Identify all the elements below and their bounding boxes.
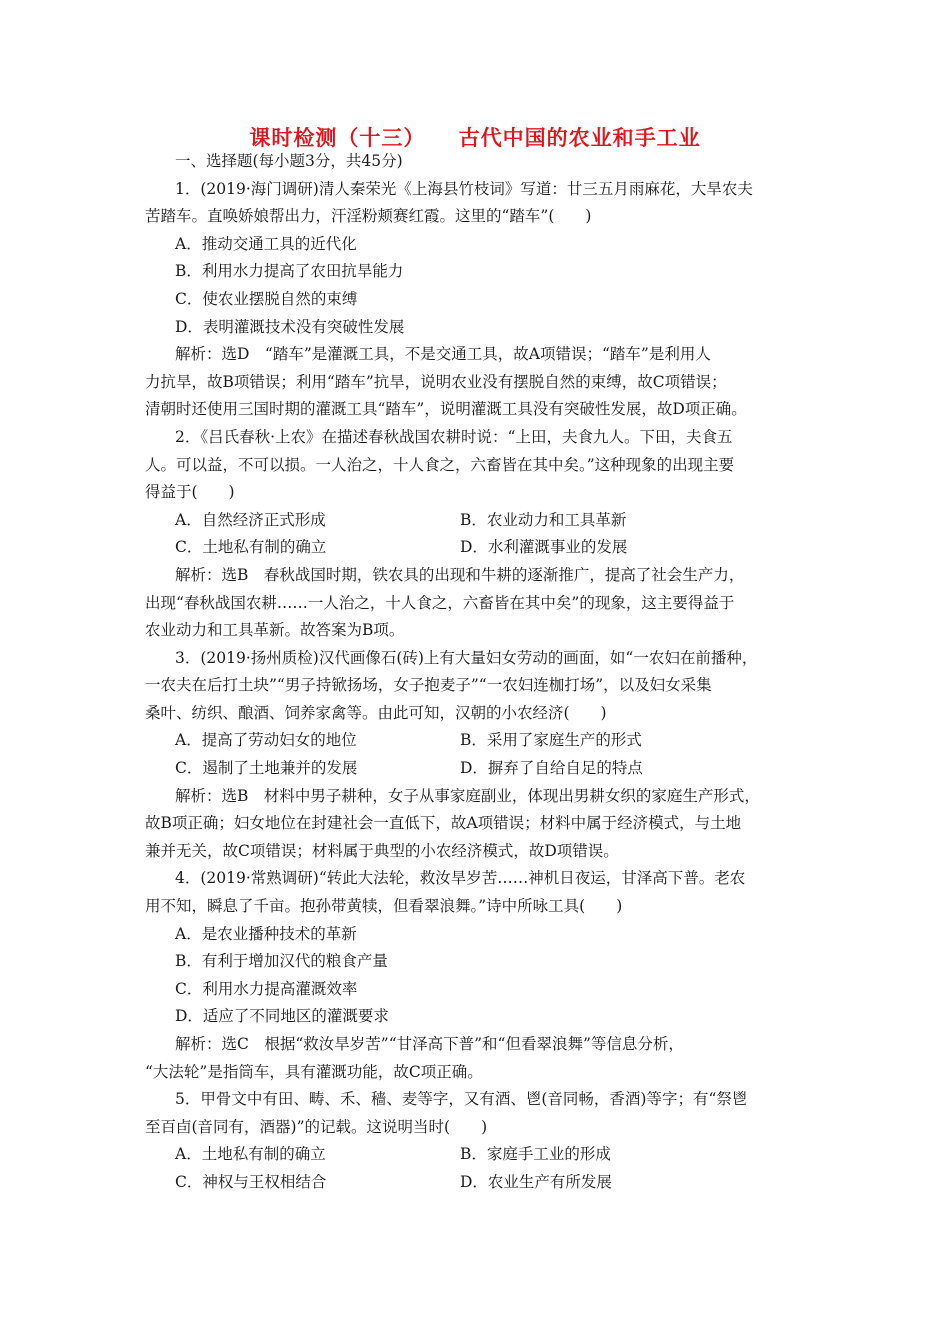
option-row: [145, 534, 810, 562]
option-a: A．是农业播种技术的革新: [175, 924, 357, 943]
option-d: D．农业生产有所发展: [460, 1172, 612, 1191]
option-row: [145, 727, 810, 755]
option-c: C．遏制了土地兼并的发展: [175, 759, 358, 778]
question-stem-line: 4．(2019·常熟调研)“转此大法轮，救汝旱岁苦……神机日夜运，甘泽高下普。老农: [175, 869, 746, 888]
option-b: B．采用了家庭生产的形式: [460, 731, 642, 750]
question-stem-line: 用不知，瞬息了千亩。抱孙带黄犊，但看翠浪舞。”诗中所咏工具( ): [145, 897, 623, 916]
option-a: A．土地私有制的确立: [175, 1145, 326, 1164]
option-d: D．摒弃了自给自足的特点: [460, 759, 643, 778]
option-a: A．提高了劳动妇女的地位: [175, 731, 357, 750]
question-stem-line: 得益于( ): [145, 483, 235, 502]
question-4: [145, 865, 810, 1086]
question-stem-line: 苦踏车。直唤娇娘帮出力，汗淫粉颊赛红霞。这里的“踏车”( ): [145, 207, 592, 226]
option-c: C．利用水力提高灌溉效率: [175, 979, 358, 998]
option-b: B．家庭手工业的形成: [460, 1145, 611, 1164]
analysis-line: 故B项正确；妇女地位在封建社会一直低下，故A项错误；材料中属于经济模式，与土地: [145, 814, 742, 833]
option-c: C．使农业摆脱自然的束缚: [175, 289, 358, 308]
option-a: A．自然经济正式形成: [175, 510, 326, 529]
question-stem-line: 2．《吕氏春秋·上农》在描述春秋战国农耕时说：“上田，夫食九人。下田，夫食五: [175, 427, 733, 446]
question-5: [145, 1086, 810, 1196]
page-title: 课时检测（十三） 古代中国的农业和手工业: [249, 125, 701, 150]
question-stem-line: 至百卣(音同有，酒器)”的记载。这说明当时( ): [145, 1117, 488, 1136]
option-b: B．利用水力提高了农田抗旱能力: [175, 262, 404, 281]
analysis-line: 解析：选B 材料中男子耕种，女子从事家庭副业，体现出男耕女织的家庭生产形式，: [175, 786, 760, 805]
option-row: [145, 1169, 810, 1197]
analysis-line: 清朝时还使用三国时期的灌溉工具“踏车”，说明灌溉工具没有突破性发展，故D项正确。: [145, 400, 747, 419]
option-b: B．农业动力和工具革新: [460, 510, 627, 529]
analysis-line: 解析：选C 根据“救汝旱岁苦”“甘泽高下普”和“但看翠浪舞”等信息分析，: [175, 1035, 684, 1053]
analysis-line: 农业动力和工具革新。故答案为B项。: [145, 621, 405, 640]
content: [145, 148, 810, 1197]
question-stem-line: 3．(2019·扬州质检)汉代画像石(砖)上有大量妇女劳动的画面，如“一农妇在前播种，: [175, 648, 758, 667]
question-1: [145, 176, 810, 424]
analysis-line: “大法轮”是指筒车，具有灌溉功能，故C项正确。: [145, 1062, 483, 1081]
option-row: [145, 755, 810, 783]
option-row: [145, 507, 810, 535]
section-heading: 一、选择题(每小题3分，共45分): [175, 152, 403, 170]
question-stem-line: 1．(2019·海门调研)清人秦荣光《上海县竹枝词》写道：廿三五月雨麻花，大旱农夫: [175, 179, 753, 198]
analysis-line: 兼并无关，故C项错误；材料属于典型的小农经济模式，故D项错误。: [145, 841, 619, 860]
analysis-line: 解析：选B 春秋战国时期，铁农具的出现和牛耕的逐渐推广，提高了社会生产力，: [175, 565, 745, 584]
option-row: [145, 1141, 810, 1169]
question-stem-line: 桑叶、纺织、酿酒、饲养家禽等。由此可知，汉朝的小农经济( ): [145, 703, 607, 722]
option-c: C．神权与王权相结合: [175, 1172, 327, 1191]
option-d: D．适应了不同地区的灌溉要求: [175, 1007, 389, 1026]
question-3: [145, 645, 810, 866]
option-d: D．表明灌溉技术没有突破性发展: [175, 317, 405, 336]
option-b: B．有利于增加汉代的粮食产量: [175, 952, 388, 971]
option-d: D．水利灌溉事业的发展: [460, 538, 628, 557]
question-stem-line: 5．甲骨文中有田、畴、禾、穑、麦等字，又有酒、鬯(音同畅，香酒)等字；有“祭鬯: [175, 1090, 748, 1109]
analysis-line: 力抗旱，故B项错误；利用“踏车”抗旱，说明农业没有摆脱自然的束缚，故C项错误；: [145, 372, 727, 391]
analysis-line: 出现“春秋战国农耕……一人治之，十人食之，六畜皆在其中矣”的现象，这主要得益于: [145, 593, 735, 612]
option-a: A．推动交通工具的近代化: [175, 234, 357, 253]
question-stem-line: 一农夫在后打土块”“男子持锨扬场，女子抱麦子”“一农妇连枷打场”，以及妇女采集: [145, 676, 712, 695]
question-2: [145, 424, 810, 645]
option-c: C．土地私有制的确立: [175, 538, 327, 557]
analysis-line: 解析：选D “踏车”是灌溉工具，不是交通工具，故A项错误；“踏车”是利用人: [175, 345, 711, 364]
question-stem-line: 人。可以益，不可以损。一人治之，十人食之，六畜皆在其中矣。”这种现象的出现主要: [145, 455, 735, 474]
